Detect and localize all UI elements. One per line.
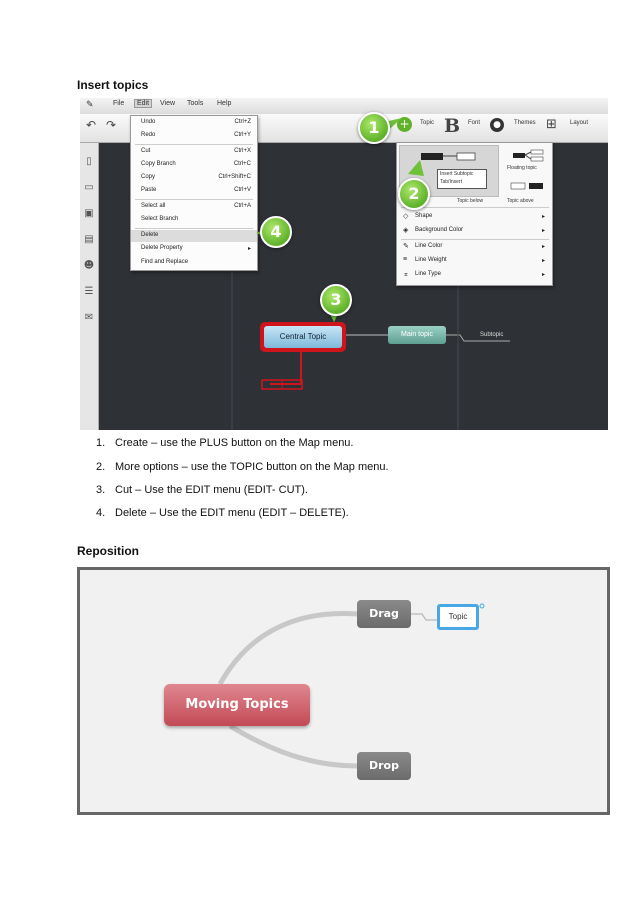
submenu-arrow-icon: ▸: [541, 228, 545, 234]
comment-icon[interactable]: ✉: [84, 312, 94, 323]
menu-edit[interactable]: Edit: [134, 99, 152, 108]
panel-item-label: Background Color: [415, 227, 464, 233]
toolbar-layout-button[interactable]: Layout: [570, 120, 589, 126]
reposition-canvas: [80, 570, 607, 812]
panel-item-label: Line Type: [415, 271, 441, 277]
line-weight-icon: ≡: [403, 256, 408, 263]
floating-topic-label[interactable]: Floating topic: [507, 165, 537, 171]
image-icon[interactable]: ▣: [84, 208, 94, 219]
menu-item-label: Select all: [141, 203, 166, 209]
main-topic-node[interactable]: Main topic: [388, 326, 446, 344]
menu-view[interactable]: View: [160, 100, 176, 107]
badge-pointers: [80, 98, 608, 430]
attachment-icon[interactable]: ▤: [84, 234, 94, 245]
app-logo-icon: ✎: [86, 99, 94, 109]
subtopic-node[interactable]: Subtopic: [480, 332, 504, 338]
menu-item-shortcut: Ctrl+V: [234, 187, 251, 193]
notes-icon[interactable]: ▯: [86, 156, 92, 167]
menu-item-label: Undo: [141, 119, 156, 125]
panel-item-label: Line Weight: [415, 257, 447, 263]
layout-icon[interactable]: ⊞: [546, 117, 557, 132]
list-item-number: 2.: [96, 461, 106, 473]
panel-item-label: Line Color: [415, 243, 443, 249]
line-type-icon: ⌅: [403, 271, 409, 278]
topic-node-selected[interactable]: Topic: [437, 604, 479, 630]
menu-item-label: Delete Property: [141, 245, 183, 251]
step-badge-1: 1: [358, 112, 390, 144]
menu-item-shortcut: Ctrl+A: [234, 203, 251, 209]
themes-icon[interactable]: ●: [490, 118, 504, 132]
menu-item-shortcut: Ctrl+C: [233, 161, 251, 167]
list-item-text: More options – use the TOPIC button on the Map menu.: [115, 461, 389, 473]
list-item-text: Delete – Use the EDIT menu (EDIT – DELETE).: [115, 507, 349, 519]
menu-file[interactable]: File: [113, 100, 125, 107]
bold-icon[interactable]: B: [444, 115, 461, 137]
step-badge-4: 4: [260, 216, 292, 248]
toolbar-topic-button[interactable]: Topic: [420, 120, 435, 126]
heading-reposition: Reposition: [77, 544, 139, 558]
menu-item-label: Paste: [141, 187, 157, 193]
undo-icon[interactable]: ↶: [86, 118, 97, 132]
topic-above-label[interactable]: Topic above: [507, 198, 534, 204]
redo-icon[interactable]: ↷: [106, 118, 117, 132]
submenu-arrow-icon: ▸: [247, 246, 251, 252]
submenu-arrow-icon: ▸: [541, 272, 545, 278]
moving-topics-node[interactable]: Moving Topics: [164, 684, 310, 726]
drop-node[interactable]: Drop: [357, 752, 411, 780]
menu-item-shortcut: Ctrl+Y: [234, 132, 251, 138]
reposition-connectors: [80, 570, 607, 812]
list-item-text: Cut – Use the EDIT menu (EDIT- CUT).: [115, 484, 308, 496]
list-item-number: 1.: [96, 437, 106, 449]
topic-below-label[interactable]: Topic below: [457, 198, 484, 204]
menu-item-label: Redo: [141, 132, 156, 138]
menu-item-label: Find and Replace: [141, 259, 189, 265]
task-icon[interactable]: ☰: [84, 286, 94, 297]
list-item-text: Create – use the PLUS button on the Map menu.: [115, 437, 354, 449]
menu-item-shortcut: Ctrl+Z: [234, 119, 251, 125]
plus-button-icon[interactable]: +: [397, 117, 412, 132]
menu-item-label: Cut: [141, 148, 151, 154]
submenu-arrow-icon: ▸: [541, 244, 545, 250]
screenshot-reposition: [77, 567, 610, 815]
menu-item-label: Copy: [141, 174, 156, 180]
tooltip-title: Insert Subtopic: [440, 171, 474, 177]
pen-icon: ✎: [403, 243, 409, 250]
menu-item-shortcut: Ctrl+X: [234, 148, 251, 154]
step-badge-3: 3: [320, 284, 352, 316]
toolbar-font-button[interactable]: Font: [468, 120, 481, 126]
menu-tools[interactable]: Tools: [187, 100, 204, 107]
panel-item-label: Shape: [415, 213, 433, 219]
submenu-arrow-icon: ▸: [541, 258, 545, 264]
menu-item-shortcut: Ctrl+Shift+C: [218, 174, 251, 180]
menu-help[interactable]: Help: [217, 100, 232, 107]
toolbar-themes-button[interactable]: Themes: [514, 120, 536, 126]
menu-item-label: Select Branch: [141, 216, 179, 222]
link-icon[interactable]: ▭: [84, 182, 94, 193]
list-item-number: 3.: [96, 484, 106, 496]
step-badge-2: 2: [398, 178, 430, 210]
paint-bucket-icon: ◈: [403, 227, 409, 234]
drag-node[interactable]: Drag: [357, 600, 411, 628]
screenshot-insert-topics: [80, 98, 608, 430]
heading-insert-topics: Insert topics: [77, 78, 149, 92]
menu-item-label: Copy Branch: [141, 161, 176, 167]
smiley-icon[interactable]: ☻: [83, 260, 95, 271]
submenu-arrow-icon: ▸: [541, 214, 545, 220]
list-item-number: 4.: [96, 507, 106, 519]
menu-item-label: Delete: [141, 232, 159, 238]
tooltip-shortcut: Tab/Insert: [440, 179, 462, 185]
central-topic-label: Central Topic: [264, 326, 342, 348]
shape-icon: ◇: [403, 213, 409, 220]
